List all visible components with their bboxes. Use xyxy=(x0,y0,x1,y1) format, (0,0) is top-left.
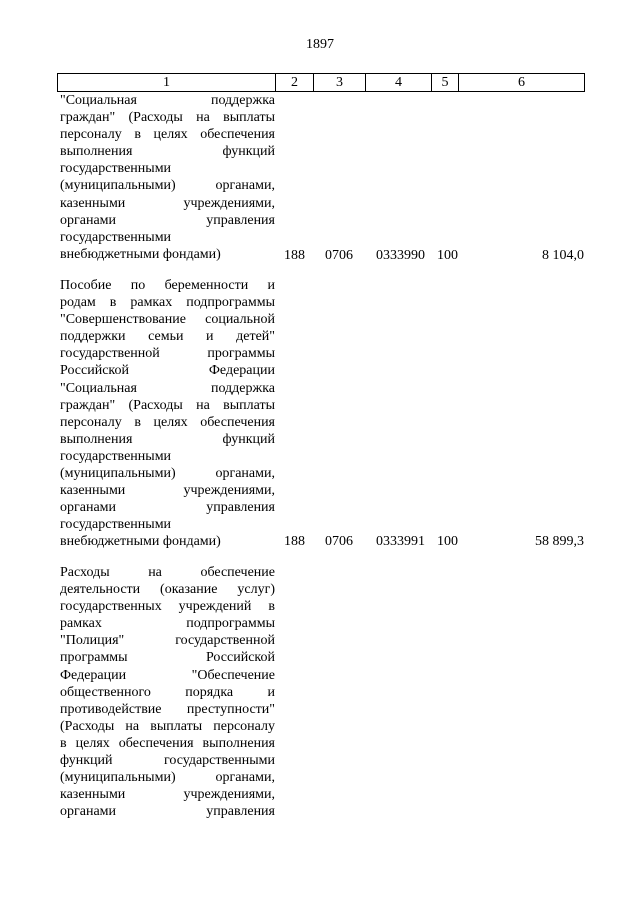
column-header-3: 3 xyxy=(314,74,366,92)
description-line: граждан" (Расходы на выплаты xyxy=(60,110,275,126)
description-line: государственными xyxy=(60,161,172,177)
page-number: 1897 xyxy=(306,37,334,52)
row-description xyxy=(60,564,275,820)
amount: 58 899,3 xyxy=(535,534,584,549)
description-line: Российской Федерации xyxy=(60,363,275,379)
code-target: 0333991 xyxy=(376,534,425,549)
description-line: казенными учреждениями, xyxy=(60,787,275,803)
column-header-6: 6 xyxy=(459,74,585,92)
column-header-1: 1 xyxy=(58,74,276,92)
amount: 8 104,0 xyxy=(542,248,584,263)
description-line: казенными учреждениями, xyxy=(60,195,275,211)
column-header-2: 2 xyxy=(276,74,314,92)
description-line: (Расходы на выплаты персоналу xyxy=(60,718,275,734)
description-line: выполнения функций xyxy=(60,431,275,447)
description-line: органами управления xyxy=(60,500,275,516)
description-line: поддержки семьи и детей" xyxy=(60,329,275,345)
column-header-5: 5 xyxy=(432,74,459,92)
description-line: выполнения функций xyxy=(60,144,275,160)
description-line: в целях обеспечения выполнения xyxy=(60,735,275,751)
description-line: рамках подпрограммы xyxy=(60,616,275,632)
description-line: государственными xyxy=(60,517,172,533)
description-line: граждан" (Расходы на выплаты xyxy=(60,397,275,413)
description-line: государственных учреждений в xyxy=(60,599,275,615)
row-description xyxy=(60,92,275,263)
description-line: государственной программы xyxy=(60,346,275,362)
description-line: "Полиция" государственной xyxy=(60,633,275,649)
row-description xyxy=(60,277,275,551)
description-line: противодействие преступности" xyxy=(60,701,275,717)
column-header-table xyxy=(57,73,585,92)
description-line: органами управления xyxy=(60,212,275,228)
description-line: программы Российской xyxy=(60,650,275,666)
description-line: внебюджетными фондами) xyxy=(60,246,221,262)
description-line: государственными xyxy=(60,229,172,245)
description-line: (муниципальными) органами, xyxy=(60,178,275,194)
description-line: персоналу в целях обеспечения xyxy=(60,127,275,143)
column-header-4: 4 xyxy=(366,74,432,92)
code-expense-type: 100 xyxy=(437,534,458,549)
description-line: общественного порядка и xyxy=(60,684,275,700)
description-line: функций государственными xyxy=(60,753,275,769)
description-line: Пособие по беременности и xyxy=(60,278,275,293)
description-line: родам в рамках подпрограммы xyxy=(60,295,275,311)
description-line: органами управления xyxy=(60,804,275,820)
description-line: персоналу в целях обеспечения xyxy=(60,414,275,430)
description-line: деятельности (оказание услуг) xyxy=(60,582,275,598)
description-line: государственными xyxy=(60,448,172,464)
description-line: "Социальная поддержка xyxy=(60,380,275,396)
description-line: (муниципальными) органами, xyxy=(60,770,275,786)
description-line: "Социальная поддержка xyxy=(60,93,275,108)
code-admin: 188 xyxy=(284,534,305,549)
code-target: 0333990 xyxy=(376,248,425,263)
code-admin: 188 xyxy=(284,248,305,263)
description-line: казенными учреждениями, xyxy=(60,483,275,499)
description-line: "Совершенствование социальной xyxy=(60,312,275,328)
description-line: (муниципальными) органами, xyxy=(60,466,275,482)
column-header-row xyxy=(58,74,585,92)
code-section: 0706 xyxy=(325,534,353,549)
description-line: Расходы на обеспечение xyxy=(60,565,275,580)
description-line: Федерации "Обеспечение xyxy=(60,667,275,683)
code-section: 0706 xyxy=(325,248,353,263)
code-expense-type: 100 xyxy=(437,248,458,263)
description-line: внебюджетными фондами) xyxy=(60,534,221,550)
